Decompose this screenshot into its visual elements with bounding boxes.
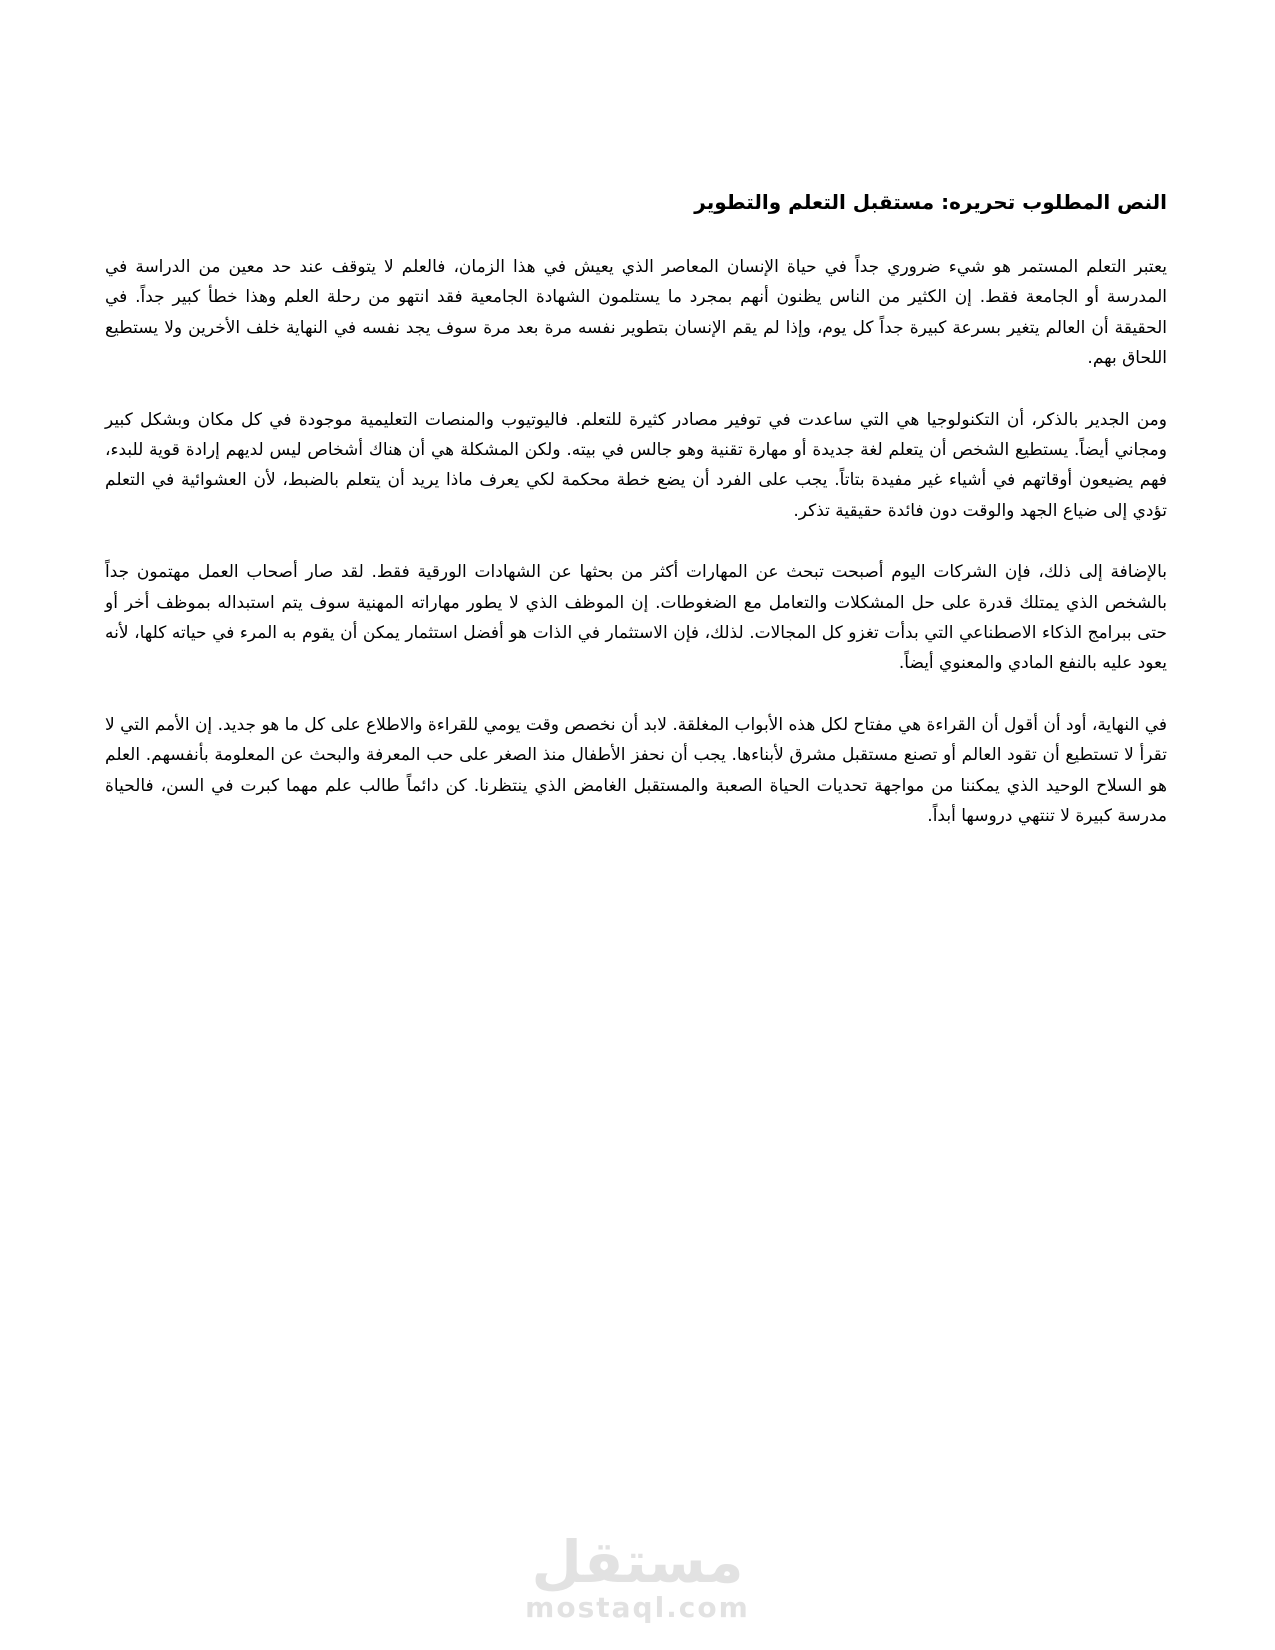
paragraph-3: بالإضافة إلى ذلك، فإن الشركات اليوم أصبحت تبحث عن المهارات أكثر من بحثها عن الشهادات الورقية فقط. لقد صار أصحاب العمل مهتمون جداً بالشخص الذي يمتلك قدرة على حل المشكلات والتعامل مع الضغوطات. إن الموظف الذي لا يطور مهاراته المهنية سوف يتم استبداله بموظف أخر أو حتى ببرامج الذكاء الاصطناعي التي بدأت تغزو كل المجالات. لذلك، فإن الاستثمار في الذات هو أفضل استثمار يمكن أن يقوم به المرء في حياته كلها، لأنه يعود عليه بالنفع المادي والمعنوي أيضاً. [105, 562, 1167, 674]
paragraph-4: في النهاية، أود أن أقول أن القراءة هي مفتاح لكل هذه الأبواب المغلقة. لابد أن نخصص وقت يومي للقراءة والاطلاع على كل ما هو جديد. إن الأمم التي لا تقرأ لا تستطيع أن تقود العالم أو تصنع مستقبل مشرق لأبناءها. يجب أن نحفز الأطفال منذ الصغر على حب المعرفة والبحث عن المعلومة بأنفسهم. العلم هو السلاح الوحيد الذي يمكننا من مواجهة تحديات الحياة الصعبة والمستقبل الغامض الذي ينتظرنا. كن دائماً طالب علم مهما كبرت في السن، فالحياة مدرسة كبيرة لا تنتهي دروسها أبداً. [105, 714, 1167, 827]
document-body [105, 190, 1167, 863]
mostaql-site-text: mostaql.com [525, 1591, 750, 1624]
paragraph-1: يعتبر التعلم المستمر هو شيء ضروري جداً في حياة الإنسان المعاصر الذي يعيش في هذا الزمان، فالعلم لا يتوقف عند حد معين من الدراسة في المدرسة أو الجامعة فقط. إن الكثير من الناس يظنون أنهم بمجرد ما يستلمون الشهادة الجامعية فقد انتهو من رحلة العلم وهذا خطأ كبير جداً. في الحقيقة أن العالم يتغير بسرعة كبيرة جداً كل يوم، وإذا لم يقم الإنسان بتطوير نفسه مرة بعد مرة سوف يجد نفسه في النهاية خلف الأخرين ولا يستطيع اللحاق بهم. [105, 257, 1167, 369]
mostaql-watermark [525, 1528, 750, 1624]
mostaql-logo-arabic: مستقل [531, 1528, 744, 1596]
paragraph-2: ومن الجدير بالذكر، أن التكنولوجيا هي التي ساعدت في توفير مصادر كثيرة للتعلم. فاليوتيوب والمنصات التعليمية موجودة في كل مكان وبشكل كبير ومجاني أيضاً. يستطيع الشخص أن يتعلم لغة جديدة أو مهارة تقنية وهو جالس في بيته. ولكن المشكلة هي أن هناك أشخاص ليس لديهم إرادة قوية للبدء، فهم يضيعون أوقاتهم في أشياء غير مفيدة بتاتاً. يجب على الفرد أن يضع خطة محكمة لكي يعرف ماذا يريد أن يتعلم بالضبط، لأن العشوائية في التعلم تؤدي إلى ضياع الجهد والوقت دون فائدة حقيقية تذكر. [105, 409, 1167, 521]
document-title: النص المطلوب تحريره: مستقبل التعلم والتطوير [694, 190, 1167, 214]
